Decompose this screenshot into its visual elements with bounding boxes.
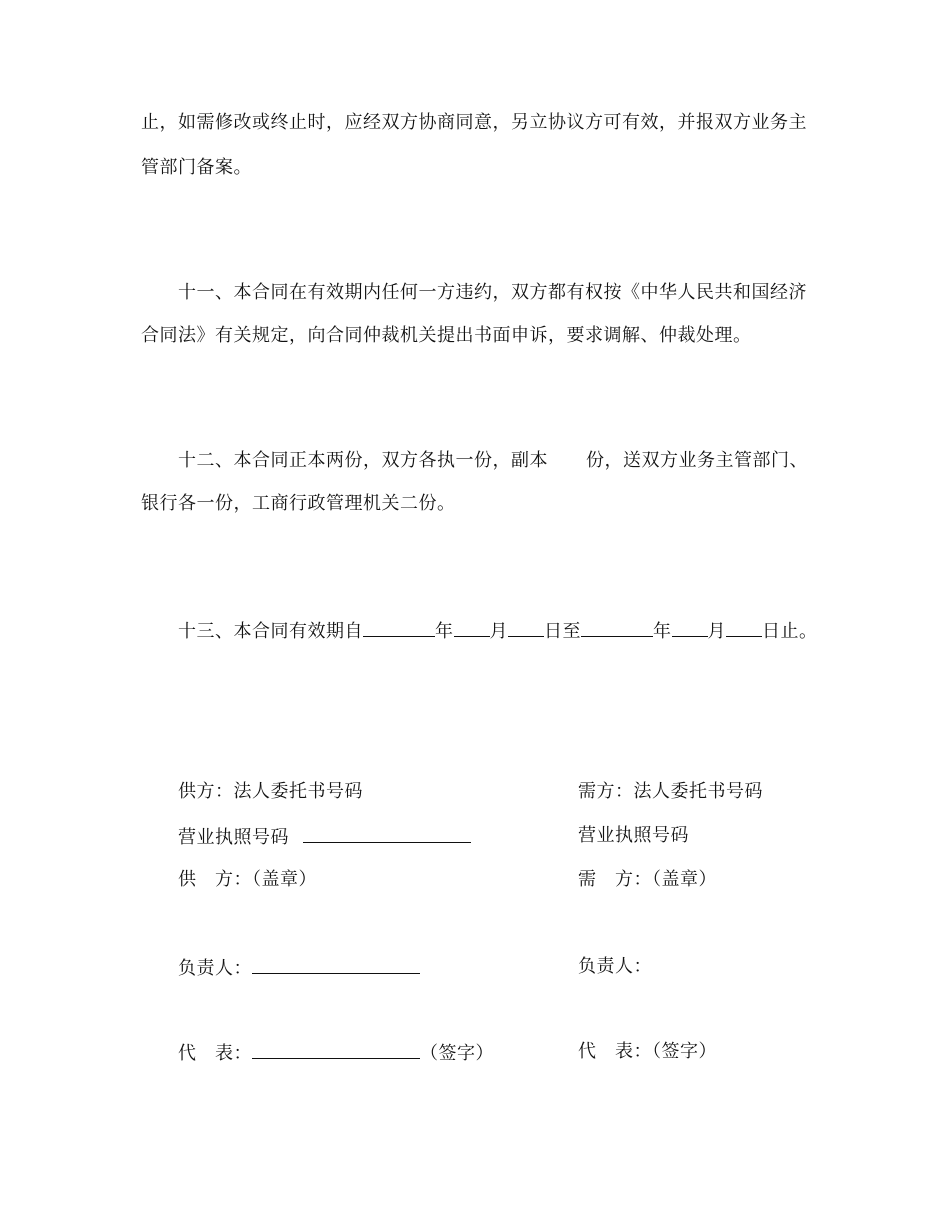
start-month-blank[interactable]	[454, 618, 490, 637]
buyer-party: 需 方：（盖章）	[578, 869, 717, 890]
clause13-year: 年	[435, 621, 454, 642]
clause11-line1: 十一、本合同在有效期内任何一方违约，双方都有权按《中华人民共和国经济	[178, 282, 807, 303]
supplier-responsible-row	[178, 955, 420, 981]
buyer-responsible: 负责人：	[578, 956, 652, 977]
buyer-rep: 代 表：（签字）	[578, 1041, 717, 1062]
end-year-blank[interactable]	[581, 618, 653, 637]
start-day-blank[interactable]	[508, 618, 544, 637]
supplier-responsible-label: 负责人：	[178, 958, 252, 979]
clause12-text-a: 十二、本合同正本两份，双方各执一份，副本	[178, 450, 548, 471]
supplier-license-row	[178, 824, 471, 850]
clause13-year2: 年	[653, 621, 672, 642]
end-month-blank[interactable]	[672, 618, 708, 637]
clause10-line2: 管部门备案。	[141, 157, 252, 178]
supplier-party: 供 方：（盖章）	[178, 869, 317, 890]
buyer-auth-no: 需方：法人委托书号码	[578, 781, 763, 802]
clause13-line	[178, 618, 818, 644]
start-year-blank[interactable]	[363, 618, 435, 637]
clause13-prefix: 十三、本合同有效期自	[178, 621, 363, 642]
supplier-sign-label: （签字）	[420, 1043, 494, 1064]
supplier-rep-blank[interactable]	[252, 1040, 420, 1059]
supplier-auth-no: 供方：法人委托书号码	[178, 781, 363, 802]
clause11-line2: 合同法》有关规定，向合同仲裁机关提出书面申诉，要求调解、仲裁处理。	[141, 325, 752, 346]
clause12-line2: 银行各一份，工商行政管理机关二份。	[141, 493, 456, 514]
clause10-line1: 止，如需修改或终止时，应经双方协商同意，另立协议方可有效，并报双方业务主	[141, 112, 807, 133]
supplier-responsible-blank[interactable]	[252, 955, 420, 974]
clause13-day-to: 日至	[544, 621, 581, 642]
clause13-month2: 月	[707, 621, 726, 642]
buyer-license: 营业执照号码	[578, 825, 689, 846]
supplier-rep-row	[178, 1040, 494, 1066]
supplier-license-label: 营业执照号码	[178, 827, 289, 848]
supplier-rep-label: 代 表：	[178, 1043, 252, 1064]
supplier-license-blank[interactable]	[303, 824, 471, 843]
clause13-month: 月	[489, 621, 508, 642]
clause12-text-b: 份，送双方业务主管部门、	[586, 450, 808, 471]
clause12-line1	[178, 449, 808, 473]
clause13-day-end: 日止。	[762, 621, 818, 642]
end-day-blank[interactable]	[726, 618, 762, 637]
